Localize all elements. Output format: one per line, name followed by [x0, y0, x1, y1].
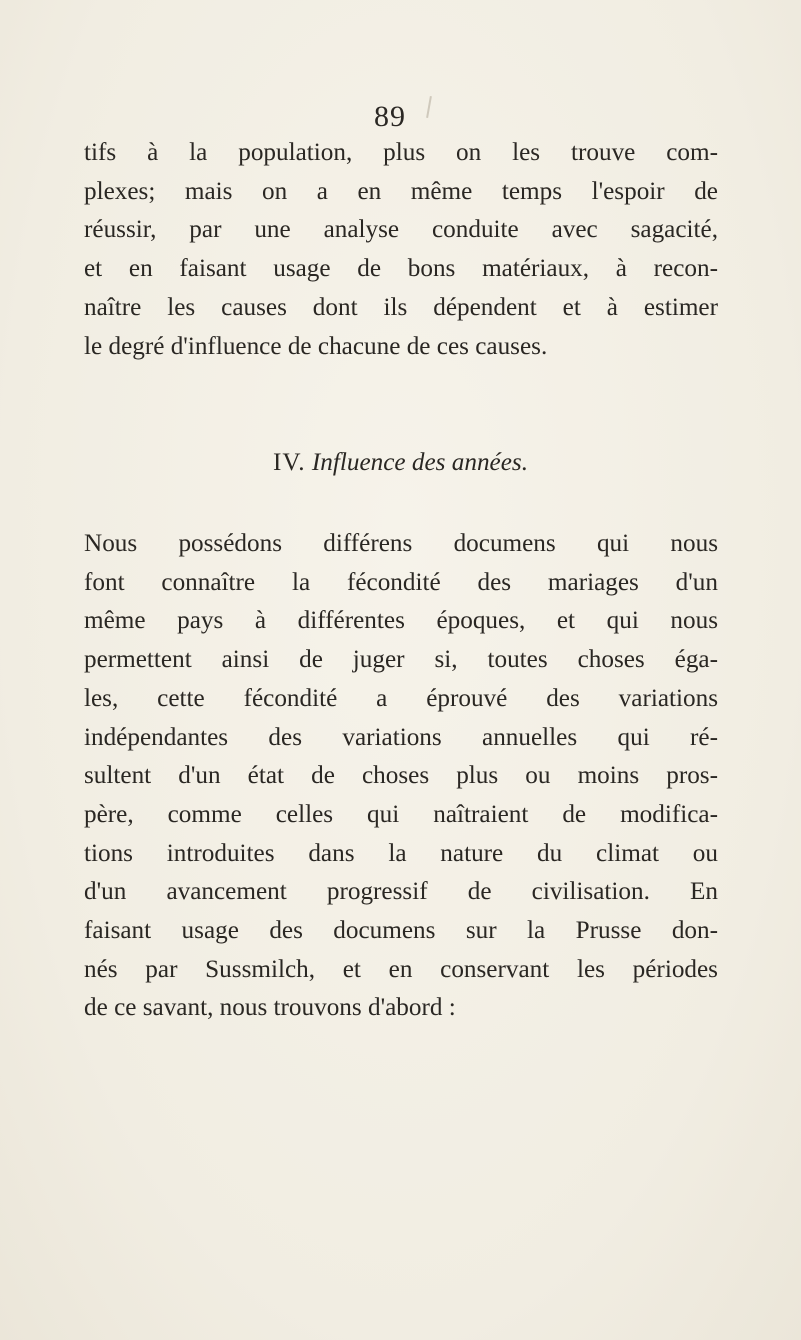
paragraph-2: [84, 525, 718, 1028]
text-line: plexes; mais on a en même temps l'espoir de: [84, 177, 718, 205]
paper-mark: [426, 96, 432, 118]
text-line: font connaître la fécondité des mariages d'un: [84, 568, 718, 596]
text-line: Nous possédons différens documens qui nous: [84, 530, 718, 557]
text-line: indépendantes des variations annuelles qui ré-: [84, 723, 718, 751]
section-heading: [0, 449, 801, 477]
text-line: les, cette fécondité a éprouvé des variations: [84, 684, 718, 712]
text-line: père, comme celles qui naîtraient de modifica-: [84, 800, 718, 828]
text-line: d'un avancement progressif de civilisation. En: [84, 878, 718, 906]
section-title: Influence des années.: [311, 449, 529, 476]
page-number: 89: [374, 100, 406, 133]
text-line: de ce savant, nous trouvons d'abord :: [84, 994, 456, 1022]
text-line: le degré d'influence de chacune de ces causes.: [84, 332, 548, 360]
text-line: sultent d'un état de choses plus ou moins pros-: [84, 762, 718, 790]
text-line: tions introduites dans la nature du climat ou: [84, 839, 718, 867]
text-line: réussir, par une analyse conduite avec sagacité,: [84, 216, 718, 244]
text-line: et en faisant usage de bons matériaux, à recon-: [84, 255, 718, 283]
section-number: IV.: [272, 449, 306, 476]
text-line: tifs à la population, plus on les trouve com-: [84, 139, 718, 166]
text-line: naître les causes dont ils dépendent et à estimer: [84, 293, 718, 321]
text-line: permettent ainsi de juger si, toutes choses éga-: [84, 646, 718, 674]
text-line: même pays à différentes époques, et qui nous: [84, 607, 718, 635]
text-line: faisant usage des documens sur la Prusse don-: [84, 917, 718, 945]
text-line: nés par Sussmilch, et en conservant les périodes: [84, 955, 718, 983]
paragraph-1: [84, 134, 718, 366]
